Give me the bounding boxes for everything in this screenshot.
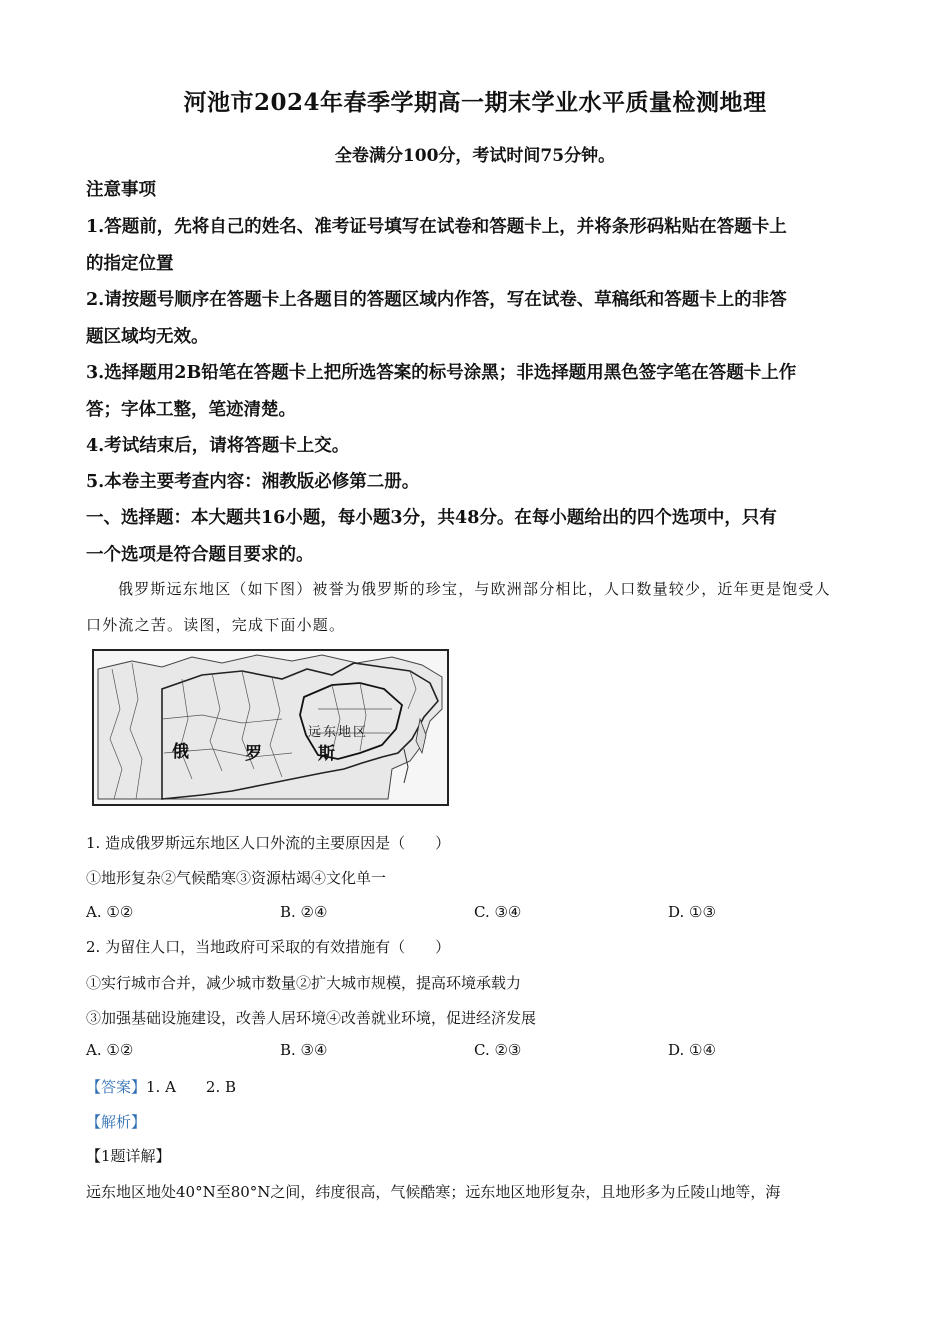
- question-statements: ③加强基础设施建设，改善人居环境④改善就业环境，促进经济发展: [86, 1009, 537, 1027]
- map-label-country: 俄: [172, 742, 189, 762]
- note-line: 2.请按题号顺序在答题卡上各题目的答题区域内作答，写在试卷、草稿纸和答题卡上的非答: [86, 290, 787, 310]
- answer-tag: 【答案】: [86, 1078, 147, 1096]
- detail-tag: 【1题详解】: [86, 1147, 171, 1165]
- option-d: D. ①③: [668, 903, 716, 921]
- note-line: 题区域均无效。: [86, 327, 209, 347]
- note-line: 5.本卷主要考查内容：湘教版必修第二册。: [86, 472, 420, 492]
- option-b: B. ③④: [280, 1041, 328, 1059]
- map-label-country: 罗: [245, 744, 262, 764]
- russia-map-figure: [92, 649, 449, 806]
- note-line: 1.答题前，先将自己的姓名、准考证号填写在试卷和答题卡上，并将条形码粘贴在答题卡上: [86, 217, 787, 237]
- option-c: C. ②③: [474, 1041, 522, 1059]
- question-stem: 1. 造成俄罗斯远东地区人口外流的主要原因是（ ）: [86, 834, 451, 852]
- question-statements: ①地形复杂②气候酷寒③资源枯竭④文化单一: [86, 869, 387, 887]
- answer-text: 1. A 2. B: [146, 1078, 237, 1096]
- section-heading-cont: 一个选项是符合题目要求的。: [86, 545, 314, 565]
- question-statements: ①实行城市合并，减少城市数量②扩大城市规模，提高环境承载力: [86, 974, 522, 992]
- note-line: 的指定位置: [86, 254, 174, 274]
- exam-subtitle: 全卷满分100分，考试时间75分钟。: [334, 146, 616, 166]
- passage-line: 俄罗斯远东地区（如下图）被誉为俄罗斯的珍宝，与欧洲部分相比，人口数量较少，近年更是饱受人: [118, 580, 831, 598]
- exam-title: 河池市2024年春季学期高一期末学业水平质量检测地理: [183, 89, 767, 116]
- option-d: D. ①④: [668, 1041, 716, 1059]
- section-heading: 一、选择题：本大题共16小题，每小题3分，共48分。在每小题给出的四个选项中，只有: [86, 508, 777, 528]
- note-line: 答；字体工整，笔迹清楚。: [86, 400, 296, 420]
- analysis-tag: 【解析】: [86, 1113, 147, 1131]
- question-stem: 2. 为留住人口，当地政府可采取的有效措施有（ ）: [86, 938, 451, 956]
- map-label-country: 斯: [318, 744, 335, 764]
- notes-heading: 注意事项: [86, 180, 156, 200]
- option-a: A. ①②: [86, 1041, 134, 1059]
- option-a: A. ①②: [86, 903, 134, 921]
- answer-line: [86, 1076, 236, 1097]
- note-line: 4.考试结束后，请将答题卡上交。: [86, 436, 350, 456]
- option-c: C. ③④: [474, 903, 522, 921]
- note-line: 3.选择题用2B铅笔在答题卡上把所选答案的标号涂黑；非选择题用黑色签字笔在答题卡上作: [86, 363, 797, 383]
- detail-text: 远东地区地处40°N至80°N之间，纬度很高，气候酷寒；远东地区地形复杂，且地形多为丘陵山地等，海: [86, 1183, 781, 1201]
- passage-line: 口外流之苦。读图，完成下面小题。: [86, 616, 346, 634]
- option-b: B. ②④: [280, 903, 328, 921]
- map-label-far-east: 远东地区: [308, 725, 369, 740]
